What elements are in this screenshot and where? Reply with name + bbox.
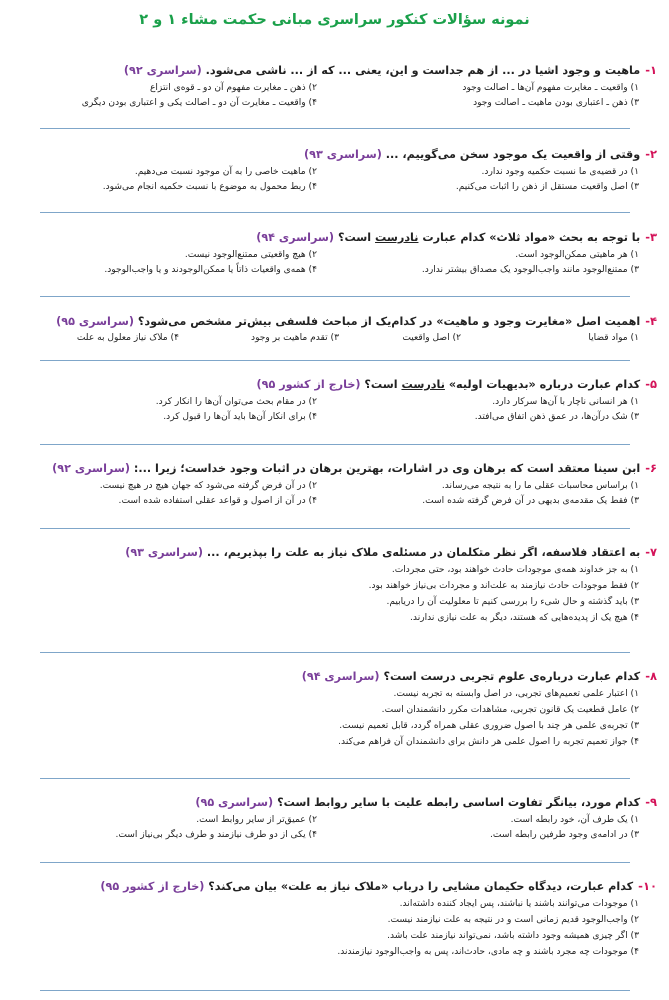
option-4[interactable]: ۴) جواز تعمیم تجربه را اصول علمی هر دانش برای دانشمندان آن فراهم می‌کند.	[338, 737, 639, 747]
question-6	[12, 460, 657, 509]
option-4[interactable]: ۴) هیچ یک از پدیده‌هایی که هستند، دیگر به علت نیازی ندارند.	[410, 613, 639, 623]
option-4[interactable]: ۴) همه‌ی واقعیات ذاتاً یا ممکن‌الوجودند و یا واجب‌الوجود.	[104, 265, 317, 275]
question-stem	[12, 229, 657, 246]
option-3[interactable]: ۳) تقدم ماهیت بر وجود	[251, 333, 339, 343]
divider	[40, 990, 630, 991]
question-number: ۷-	[645, 545, 657, 559]
exam-source: (خارج از کشور ۹۵)	[100, 880, 205, 893]
question-stem	[12, 460, 657, 477]
divider	[40, 862, 630, 863]
exam-source: (سراسری ۹۴)	[301, 670, 380, 683]
question-5	[12, 376, 657, 425]
option-4[interactable]: ۴) در آن از اصول و قواعد عقلی استفاده شده است.	[118, 496, 317, 506]
negation-keyword: نادرست	[401, 378, 445, 391]
page-title: نمونه سؤالات کنکور سراسری مبانی حکمت مشاء ۱ و ۲	[139, 12, 530, 28]
question-text: کدام عبارت درباره‌ی علوم تجربی درست است؟	[383, 670, 641, 683]
question-text-part-a: با توجه به بحث «مواد ثلاث» کدام عبارت	[418, 231, 641, 244]
option-1[interactable]: ۱) اعتبار علمی تعمیم‌های تجربی، در اصل وابسته به تجربه نیست.	[393, 689, 639, 699]
options	[12, 165, 657, 195]
option-1[interactable]: ۱) مواد قضایا	[588, 333, 639, 343]
question-number: ۹-	[645, 795, 657, 809]
option-2[interactable]: ۲) هیچ واقعیتی ممتنع‌الوجود نیست.	[184, 250, 317, 260]
question-number: ۳-	[645, 230, 657, 244]
option-2[interactable]: ۲) در مقام بحث می‌توان آن‌ها را انکار کرد.	[155, 397, 317, 407]
question-number: ۵-	[645, 377, 657, 391]
option-4[interactable]: ۴) موجودات چه مجرد باشند و چه مادی، حادث‌اند، پس به واجب‌الوجود نیازمندند.	[337, 947, 639, 957]
option-2[interactable]: ۲) ذهن ـ مغایرت مفهوم آن دو ـ قوه‌ی انتزاع	[149, 83, 317, 93]
option-2[interactable]: ۲) واجب‌الوجود قدیم زمانی است و در نتیجه به علت نیازمند نیست.	[387, 915, 639, 925]
question-number: ۶-	[645, 461, 657, 475]
options	[12, 563, 657, 627]
option-1[interactable]: ۱) یک طرف آن، خود رابطه است.	[510, 815, 639, 825]
question-number: ۲-	[645, 147, 657, 161]
option-3[interactable]: ۳) شک درآن‌ها، در عمق ذهن اتفاق می‌افتد.	[474, 412, 639, 422]
exam-source: (سراسری ۹۲)	[123, 64, 202, 77]
exam-source: (سراسری ۹۵)	[195, 796, 274, 809]
question-number: ۱۰-	[638, 879, 657, 893]
exam-source: (سراسری ۹۵)	[56, 315, 134, 328]
exam-source: (خارج از کشور ۹۵)	[256, 378, 361, 391]
option-3[interactable]: ۳) در ادامه‌ی وجود طرفین رابطه است.	[490, 830, 639, 840]
question-text: ابن سینا معتقد است که برهان وی در اشارات، بهترین برهان در اثبات وجود خداست؛ زیرا ...:	[133, 462, 641, 475]
question-text: ماهیت و وجود اشیا در ... از هم جداست و این، یعنی ... که از ... ناشی می‌شود.	[205, 64, 641, 77]
option-2[interactable]: ۲) فقط موجودات حادث نیازمند به علت‌اند و مجردات بی‌نیاز خواهند بود.	[368, 581, 639, 591]
option-4[interactable]: ۴) یکی از دو طرف نیازمند و طرف دیگر بی‌نیاز است.	[115, 830, 317, 840]
option-4[interactable]: ۴) ملاک نیاز معلول به علت	[76, 333, 179, 343]
option-3[interactable]: ۳) تجربه‌ی علمی هر چند با اصول ضروری عقلی همراه گردد، قابل تعمیم نیست.	[339, 721, 639, 731]
question-text: کدام مورد، بیانگر تفاوت اساسی رابطه علیت با سایر روابط است؟	[277, 796, 641, 809]
option-3[interactable]: ۳) ذهن ـ اعتباری بودن ماهیت ـ اصالت وجود	[473, 98, 639, 108]
exam-source: (سراسری ۹۳)	[125, 546, 204, 559]
option-1[interactable]: ۱) هر انسانی ناچار با آن‌ها سرکار دارد.	[492, 397, 639, 407]
question-text: وقتی از واقعیت یک موجود سخن می‌گوییم، ...	[385, 148, 641, 161]
question-stem	[12, 668, 657, 685]
option-1[interactable]: ۱) هر ماهیتی ممکن‌الوجود است.	[515, 250, 639, 260]
options	[12, 81, 657, 111]
exam-source: (سراسری ۹۴)	[256, 231, 335, 244]
option-2[interactable]: ۲) ماهیت خاصی را به آن موجود نسبت می‌دهیم.	[134, 167, 317, 177]
options	[12, 248, 657, 278]
options	[12, 333, 657, 349]
question-text: اهمیت اصل «مغایرت وجود و ماهیت» در کدام‌یک از مباحث فلسفی بیش‌تر مشخص می‌شود؟	[137, 315, 641, 328]
question-number: ۸-	[645, 669, 657, 683]
divider	[40, 652, 630, 653]
divider	[40, 778, 630, 779]
negation-keyword: نادرست	[375, 231, 419, 244]
question-2	[12, 146, 657, 195]
options	[12, 479, 657, 509]
option-3[interactable]: ۳) اصل واقعیت مستقل از ذهن را اثبات می‌کنیم.	[455, 182, 639, 192]
question-stem	[12, 544, 657, 561]
divider	[40, 360, 630, 361]
option-4[interactable]: ۴) ربط محمول به موضوع با نسبت حکمیه انجام می‌شود.	[102, 182, 317, 192]
divider	[40, 212, 630, 213]
option-4[interactable]: ۴) برای انکار آن‌ها باید آن‌ها را قبول کرد.	[163, 412, 317, 422]
options	[12, 813, 657, 843]
question-text: به اعتقاد فلاسفه، اگر نظر متکلمان در مسئله‌ی ملاک نیاز به علت را بپذیریم، ...	[206, 546, 641, 559]
divider	[40, 296, 630, 297]
options	[12, 395, 657, 425]
exam-source: (سراسری ۹۲)	[52, 462, 130, 475]
divider	[40, 444, 630, 445]
question-stem	[12, 313, 657, 330]
divider	[40, 128, 630, 129]
exam-source: (سراسری ۹۳)	[304, 148, 382, 161]
option-1[interactable]: ۱) واقعیت ـ مغایرت مفهوم آن‌ها ـ اصالت وجود	[462, 83, 639, 93]
question-7	[12, 544, 657, 627]
question-stem	[12, 146, 657, 163]
question-text-part-a: کدام عبارت درباره «بدیهیات اولیه»	[444, 378, 641, 391]
question-8	[12, 668, 657, 751]
question-text: کدام عبارت، دیدگاه حکیمان مشایی را درباب «ملاک نیاز به علت» بیان می‌کند؟	[208, 880, 634, 893]
option-1[interactable]: ۱) در قضیه‌ی ما نسبت حکمیه وجود ندارد.	[481, 167, 639, 177]
option-4[interactable]: ۴) واقعیت ـ مغایرت آن دو ـ اصالت یکی و اعتباری بودن دیگری	[81, 98, 317, 108]
option-1[interactable]: ۱) براساس محاسبات عقلی ما را به نتیجه می‌رساند.	[441, 481, 639, 491]
question-number: ۱-	[645, 63, 657, 77]
options	[12, 897, 657, 961]
question-stem	[12, 62, 657, 79]
option-2[interactable]: ۲) عمیق‌تر از سایر روابط است.	[196, 815, 317, 825]
question-text-part-b: است؟	[364, 378, 402, 391]
option-1[interactable]: ۱) به جز خداوند همه‌ی موجودات حادث خواهند بود، حتی مجردات.	[391, 565, 639, 575]
question-3	[12, 229, 657, 278]
question-1	[12, 62, 657, 111]
question-text-part-b: است؟	[337, 231, 376, 244]
option-3[interactable]: ۳) ممتنع‌الوجود مانند واجب‌الوجود یک مصداق بیشتر ندارد.	[421, 265, 639, 275]
option-2[interactable]: ۲) در آن فرض گرفته می‌شود که جهان هیچ در هیچ نیست.	[99, 481, 317, 491]
option-1[interactable]: ۱) موجودات می‌توانند باشند یا نباشند، پس ایجاد کننده داشته‌اند.	[399, 899, 639, 909]
divider	[40, 528, 630, 529]
option-2[interactable]: ۲) اصل واقعیت	[402, 333, 461, 343]
option-3[interactable]: ۳) باید گذشته و حال شیء را بررسی کنیم تا معلولیت آن را دریابیم.	[386, 597, 639, 607]
question-4	[12, 313, 657, 349]
question-stem	[12, 878, 657, 895]
option-3[interactable]: ۳) اگر چیزی همیشه وجود داشته باشد، نمی‌تواند نیازمند علت باشد.	[387, 931, 639, 941]
question-9	[12, 794, 657, 843]
question-stem	[12, 376, 657, 393]
question-number: ۴-	[645, 314, 657, 328]
options	[12, 687, 657, 751]
question-10	[12, 878, 657, 961]
option-3[interactable]: ۳) فقط یک مقدمه‌ی بدیهی در آن فرض گرفته شده است.	[422, 496, 639, 506]
question-stem	[12, 794, 657, 811]
option-2[interactable]: ۲) عامل قطعیت یک قانون تجربی، مشاهدات مکرر دانشمندان است.	[381, 705, 639, 715]
